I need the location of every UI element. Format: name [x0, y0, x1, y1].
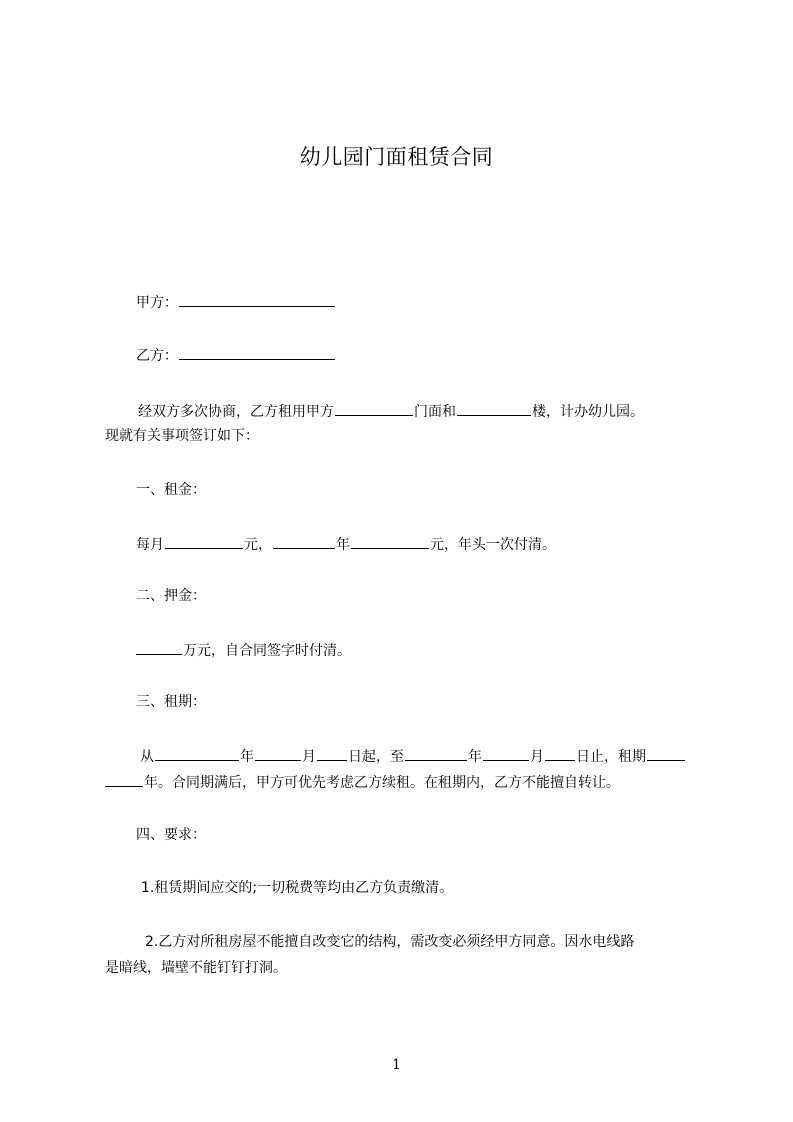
document-title: 幼儿园门面租赁合同 [299, 145, 494, 169]
storefront-blank [335, 400, 413, 416]
intro-line-2: 现就有关事项签订如下： [105, 428, 259, 444]
term-heading: 三、租期： [136, 694, 206, 710]
term-text-4: 日起，至 [348, 749, 404, 765]
term-length-blank-part1 [647, 745, 685, 761]
term-line-1 [140, 745, 740, 767]
term-text-3: 月 [302, 749, 316, 765]
term-line-2 [105, 771, 705, 793]
start-day-blank [317, 745, 347, 761]
party-a-line [136, 291, 736, 313]
rent-text-1: 每月 [136, 537, 164, 553]
requirement-item-2-line-2: 是暗线，墙壁不能钉钉打洞。 [105, 960, 287, 976]
rent-text-2: 元， [244, 537, 272, 553]
start-month-blank [255, 745, 301, 761]
requirement-item-2-line-1: 2.乙方对所租房屋不能擅自改变它的结构，需改变必须经甲方同意。因水电线路 [145, 934, 635, 950]
intro-line-1 [138, 400, 738, 422]
deposit-amount-blank [136, 639, 182, 655]
requirements-heading: 四、要求： [136, 827, 206, 843]
floor-blank [457, 400, 531, 416]
end-year-blank [405, 745, 467, 761]
deposit-line [136, 639, 736, 661]
term-text-1: 从 [140, 749, 154, 765]
end-month-blank [483, 745, 529, 761]
page-number: 1 [392, 1057, 401, 1073]
party-b-line [136, 344, 736, 366]
term-text-2: 年 [240, 749, 254, 765]
intro-text-3: 楼，计办幼儿园。 [532, 404, 644, 420]
rent-text-4: 元，年头一次付清。 [430, 537, 556, 553]
requirement-item-1: 1.租赁期间应交的;一切税费等均由乙方负责缴清。 [141, 880, 454, 896]
intro-text-1: 经双方多次协商，乙方租用甲方 [138, 404, 334, 420]
annual-rent-blank [351, 533, 429, 549]
monthly-rent-blank [165, 533, 243, 549]
term-text-8: 年。合同期满后，甲方可优先考虑乙方续租。在租期内，乙方不能擅自转让。 [144, 775, 620, 791]
term-text-5: 年 [468, 749, 482, 765]
intro-text-2: 门面和 [414, 404, 456, 420]
party-a-label: 甲方： [136, 295, 178, 311]
rent-text-3: 年 [336, 537, 350, 553]
end-day-blank [545, 745, 575, 761]
party-b-blank [179, 344, 335, 360]
deposit-text: 万元，自合同签字时付清。 [183, 643, 351, 659]
party-b-label: 乙方： [136, 348, 178, 364]
year-blank [273, 533, 335, 549]
deposit-heading: 二、押金： [136, 588, 206, 604]
rent-line [136, 533, 736, 555]
term-text-7: 日止，租期 [576, 749, 646, 765]
start-year-blank [155, 745, 239, 761]
term-text-6: 月 [530, 749, 544, 765]
party-a-blank [179, 291, 335, 307]
term-length-blank-part2 [105, 771, 143, 787]
rent-heading: 一、租金： [136, 482, 206, 498]
